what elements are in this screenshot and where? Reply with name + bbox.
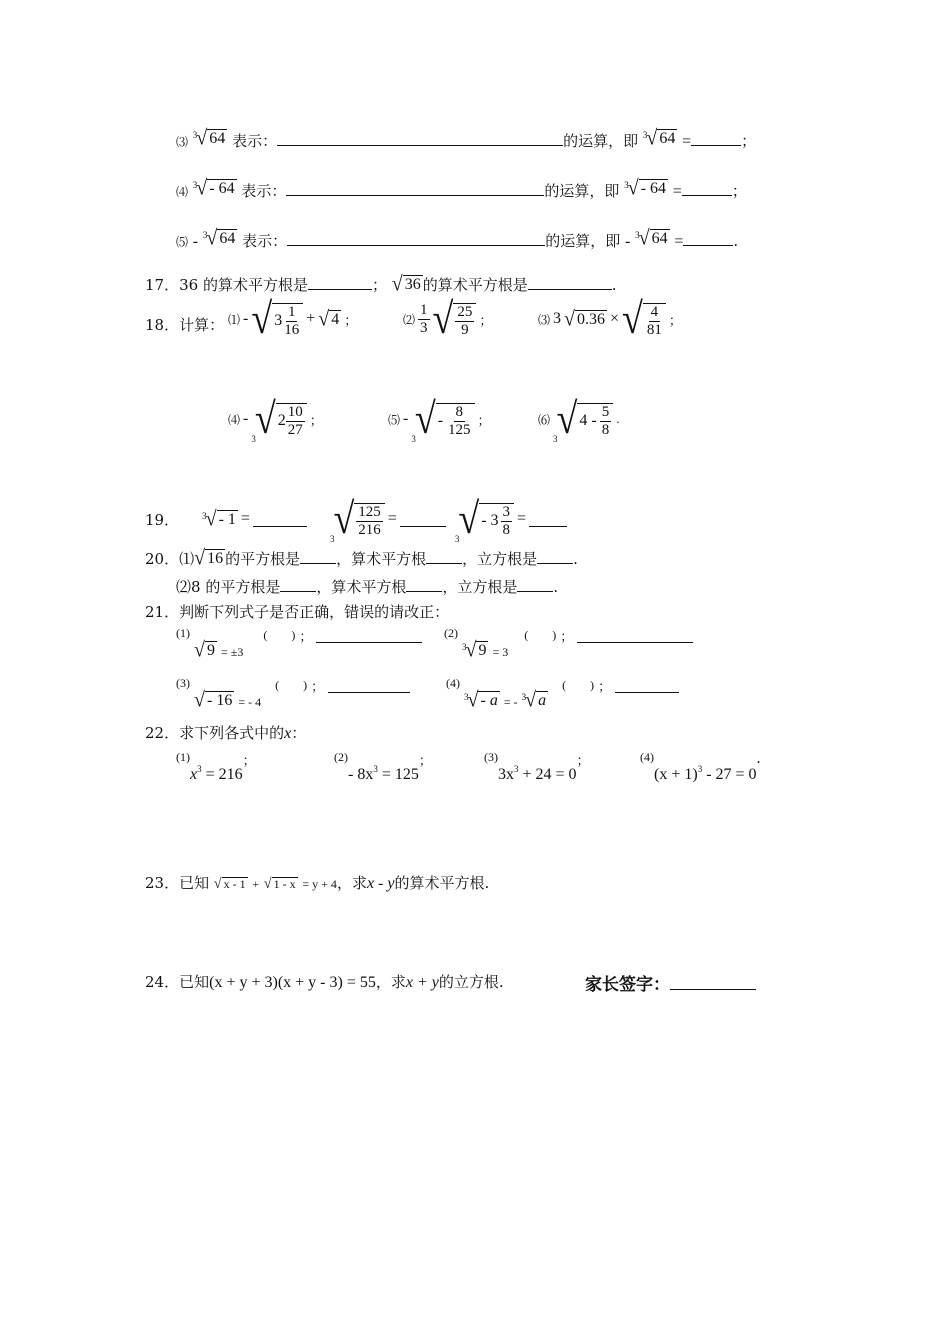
answer-blank[interactable]	[528, 275, 612, 290]
question-22-header: 22．求下列各式中的x：	[145, 724, 307, 742]
answer-blank[interactable]	[529, 512, 567, 527]
q18-part6: ⑹ 3 √ 4 - $\frac{5}{8}$ .	[538, 394, 620, 444]
question-number: 21．	[145, 603, 180, 621]
q22-part3: $^{(3)}3x^3 + 24 = 0^;$	[484, 750, 590, 783]
parent-signature-label: 家长签字：	[585, 975, 670, 995]
cube-root-neg64: 3 √ - 64	[192, 176, 235, 200]
q18-part1: ⑴ - √ 3 $\frac{1}{16}$ + √ 4 ；	[228, 294, 358, 344]
answer-blank[interactable]	[286, 181, 544, 196]
q22-part1: $^{(1)}x^3 = 216^;$	[176, 750, 256, 783]
q21-part4: (4) 3 √ - a = - 3 √ a ( ) ；	[446, 676, 679, 710]
sqrt-36: √ 36	[391, 272, 421, 296]
question-number: 22．	[145, 724, 180, 742]
question-20-line1: 20．⑴ √ 16 的平方根是 ，算术平方根 ，立方根是 .	[145, 546, 578, 570]
question-number: 23．	[145, 874, 180, 892]
answer-blank[interactable]	[280, 577, 316, 592]
answer-blank[interactable]	[615, 678, 679, 693]
answer-blank[interactable]	[308, 275, 372, 290]
answer-blank[interactable]	[400, 512, 446, 527]
question-number: 20．	[145, 550, 180, 568]
q21-part3: (3) √ - 16 = - 4 ( ) ；	[176, 676, 410, 710]
answer-blank[interactable]	[300, 549, 336, 564]
answer-blank[interactable]	[406, 577, 442, 592]
answer-blank[interactable]	[253, 512, 307, 527]
answer-blank[interactable]	[683, 231, 733, 246]
question-19: 19． 3 √ - 1 = 3 √ $\frac{125}{216}$ = 3 √ - 3 $\frac{3}{8}$ =	[145, 500, 567, 538]
q22-part2: $^{(2)}$- $8x^3 = 125^;$	[334, 750, 432, 783]
cube-root-64: 3 √ 64	[192, 126, 226, 150]
q21-part2: (2) 3 √ 9 = 3 ( ) ；	[444, 626, 693, 660]
part-label: ⑸	[176, 235, 189, 249]
q22-part4: $^{(4)}(x + 1)^3 - 27 = 0$.	[640, 750, 761, 783]
cube-root-64: 3 √ 64	[642, 126, 676, 150]
q18-part3: ⑶ 3 √ 0.36 × √ $\frac{4}{81}$ ；	[538, 294, 682, 344]
signature-blank[interactable]	[670, 975, 756, 990]
question-number: 17．	[145, 276, 180, 294]
question-20-line2: ⑵8 的平方根是 ，算术平方根 ，立方根是 .	[176, 578, 559, 596]
q18-part2: ⑵ $\frac{1}{3}$ √ $\frac{25}{9}$ ；	[403, 294, 493, 344]
parent-signature	[585, 970, 756, 995]
question-number: 19．	[145, 510, 180, 529]
answer-blank[interactable]	[426, 549, 462, 564]
answer-blank[interactable]	[328, 678, 410, 693]
q16-part5: ⑸ - 3 √ 64 表示： 的运算，即 - 3 √ 64 = .	[176, 226, 739, 250]
q18-part4: ⑷ - 3 √ 2 $\frac{10}{27}$ ；	[228, 394, 323, 444]
part-label: ⑶	[176, 135, 189, 149]
q21-part1: (1) √ 9 = ±3 ( ) ；	[176, 626, 422, 660]
answer-blank[interactable]	[517, 577, 553, 592]
cube-root-64: 3 √ 64	[635, 226, 668, 250]
answer-blank[interactable]	[316, 628, 422, 643]
question-24: 24．已知(x + y + 3)(x + y - 3) = 55，求x + y的立方根.	[145, 973, 504, 991]
answer-blank[interactable]	[682, 181, 732, 196]
part-label: ⑷	[176, 185, 189, 199]
answer-blank[interactable]	[277, 131, 563, 146]
answer-blank[interactable]	[287, 231, 545, 246]
q16-part3: ⑶ 3 √ 64 表示： 的运算，即 3 √ 64 = ；	[176, 126, 757, 150]
question-23: 23．已知 √ x - 1 + √ 1 - x = y + 4，求x - y的算术平方根.	[145, 874, 490, 893]
question-18-header: 18．计算：	[145, 316, 225, 334]
question-number: 24．	[145, 973, 180, 991]
question-21-header: 21．判断下列式子是否正确，错误的请改正：	[145, 603, 450, 621]
answer-blank[interactable]	[537, 549, 573, 564]
question-17: 17．36 的算术平方根是 ； √ 36 的算术平方根是 .	[145, 272, 617, 296]
q16-part4: ⑷ 3 √ - 64 表示： 的运算，即 3 √ - 64 = ；	[176, 176, 747, 200]
cube-root-neg64: 3 √ - 64	[624, 176, 667, 200]
question-number: 18．	[145, 316, 180, 334]
answer-blank[interactable]	[691, 131, 741, 146]
cube-root-64: 3 √ 64	[202, 226, 236, 250]
answer-blank[interactable]	[577, 628, 693, 643]
q18-part5: ⑸ - 3 √ - $\frac{8}{125}$ ；	[388, 394, 491, 444]
